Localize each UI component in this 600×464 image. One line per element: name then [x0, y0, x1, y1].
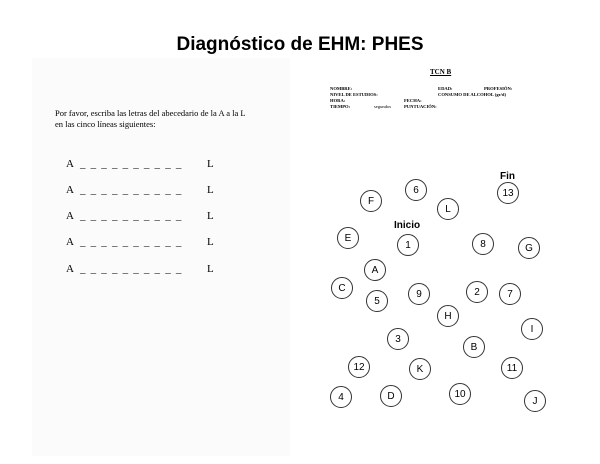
row-end-letter: L — [207, 210, 214, 222]
trail-circle: G — [518, 237, 540, 259]
trail-circle: C — [331, 277, 353, 299]
field-nivel-estudios: NIVEL DE ESTUDIOS: — [330, 92, 378, 97]
row-start-letter: A — [66, 210, 74, 222]
field-tiempo: TIEMPO: — [330, 104, 351, 109]
row-blanks: _ _ _ _ _ _ _ _ _ _ — [80, 184, 183, 196]
trail-circle: F — [360, 190, 382, 212]
trail-circle: 8 — [472, 233, 494, 255]
trail-circle: 4 — [330, 386, 352, 408]
field-nombre: NOMBRE: — [330, 86, 353, 91]
trail-circle: 6 — [405, 179, 427, 201]
tcn-header: TCN B — [430, 68, 452, 76]
row-end-letter: L — [207, 236, 214, 248]
trail-circle: 3 — [387, 328, 409, 350]
trail-circle: I — [521, 318, 543, 340]
field-puntuacion: PUNTUACIÓN: — [404, 104, 437, 109]
trail-circle: 2 — [466, 281, 488, 303]
trail-circle: 10 — [449, 383, 471, 405]
field-consumo-alcohol: CONSUMO DE ALCOHOL (gr/d) — [438, 92, 507, 97]
trail-circle: 5 — [366, 290, 388, 312]
row-start-letter: A — [66, 158, 74, 170]
letter-row-5 — [66, 263, 226, 277]
trail-circle: 7 — [499, 283, 521, 305]
letter-row-4 — [66, 236, 226, 250]
instruction-line-1: Por favor, escriba las letras del abecedario de la A a la L — [55, 108, 246, 118]
trail-circle: 1 — [397, 234, 419, 256]
slide-title: Diagnóstico de EHM: PHES — [176, 34, 424, 55]
row-blanks: _ _ _ _ _ _ _ _ _ _ — [80, 236, 183, 248]
letter-row-2 — [66, 184, 226, 198]
row-end-letter: L — [207, 184, 214, 196]
field-hora: HORA: — [330, 98, 346, 103]
trail-circle: 9 — [408, 283, 430, 305]
row-end-letter: L — [207, 158, 214, 170]
trail-circle: H — [437, 305, 459, 327]
row-blanks: _ _ _ _ _ _ _ _ _ _ — [80, 210, 183, 222]
trail-circle: B — [463, 336, 485, 358]
instruction-line-2: en las cinco líneas siguientes: — [55, 119, 156, 129]
fin-label: Fin — [500, 171, 515, 182]
field-fecha: FECHA: — [404, 98, 422, 103]
instruction-text — [55, 108, 285, 130]
row-start-letter: A — [66, 184, 74, 196]
trail-circle: 13 — [497, 182, 519, 204]
trail-circle: 12 — [348, 356, 370, 378]
letter-row-1 — [66, 158, 226, 172]
row-start-letter: A — [66, 263, 74, 275]
trail-circle: 11 — [501, 357, 523, 379]
row-end-letter: L — [207, 263, 214, 275]
letter-row-3 — [66, 210, 226, 224]
trail-circle: A — [364, 259, 386, 281]
trail-circle: E — [337, 227, 359, 249]
field-profesion: PROFESIÓN: — [484, 86, 513, 91]
field-edad: EDAD: — [438, 86, 453, 91]
trail-circle: J — [524, 390, 546, 412]
row-blanks: _ _ _ _ _ _ _ _ _ _ — [80, 158, 183, 170]
trail-circle: L — [437, 198, 459, 220]
row-blanks: _ _ _ _ _ _ _ _ _ _ — [80, 263, 183, 275]
field-segundos: segundos — [374, 104, 392, 109]
row-start-letter: A — [66, 236, 74, 248]
trail-circle: K — [409, 358, 431, 380]
inicio-label: Inicio — [394, 220, 421, 231]
trail-circle: D — [380, 385, 402, 407]
